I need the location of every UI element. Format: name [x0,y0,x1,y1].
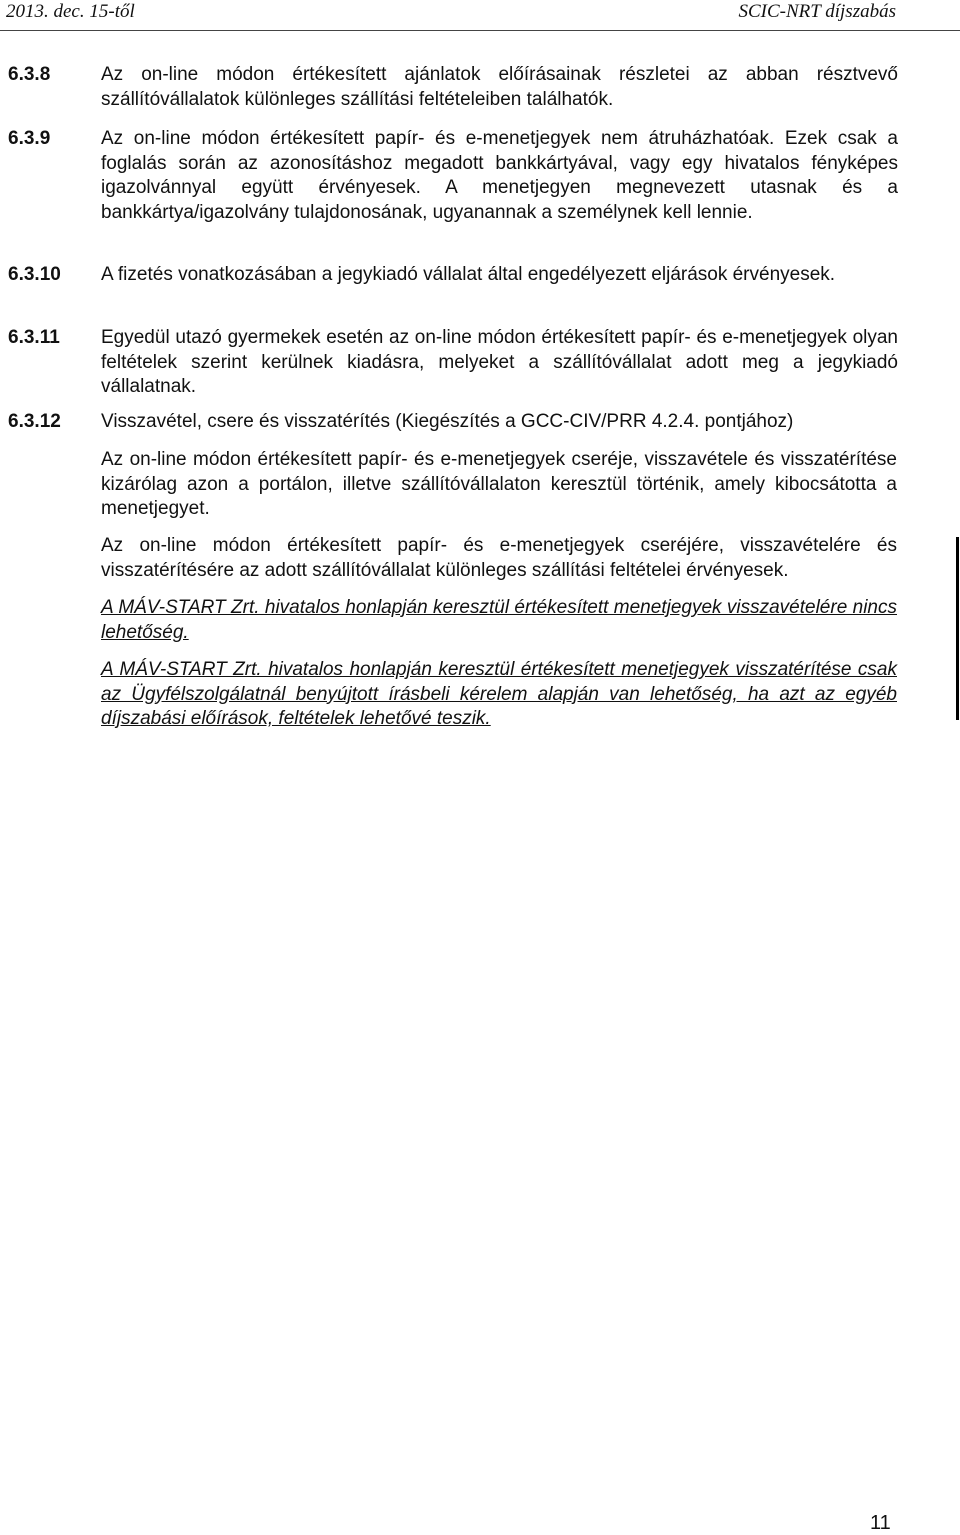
clause-text: Egyedül utazó gyermekek esetén az on-line módon értékesített papír- és e-menetjegyek olyan feltételek szerint kerülnek kiadásra, melyeket a szállítóvállalat adott meg a jegykiadó vállalatnak. [101,327,898,397]
clause-number: 6.3.10 [8,264,61,285]
clause-text: Az on-line módon értékesített papír- és e-menetjegyek nem átruházhatóak. Ezek csak a foglalás során az azonosításhoz megadott bankkártyával, vagy egy hivatalos fényképes igazolvánnyal együtt érvényesek. A menetjegyen megnevezett utasnak és a bankkártya/igazolvány tulajdonosának, ugyanannak a személynek kell lennie. [101,128,898,223]
clause-number: 6.3.12 [8,411,61,432]
clause-text: A fizetés vonatkozásában a jegykiadó vállalat által engedélyezett eljárások érvényesek. [101,264,836,285]
paragraph-mav-no-return: A MÁV-START Zrt. hivatalos honlapján keresztül értékesített menetjegyek visszavételére nincs lehetőség. [101,597,897,643]
header-document-title: SCIC-NRT díjszabás [738,1,896,22]
paragraph-mav-refund: A MÁV-START Zrt. hivatalos honlapján keresztül értékesített menetjegyek visszatérítése csak az Ügyfélszolgálatnál benyújtott írásbeli kérelem alapján van lehetőség, ha azt az egyéb díjszabási előírások, feltételek lehetővé teszik. [101,659,897,729]
running-header [0,0,960,31]
revision-change-bar [956,537,959,720]
clause-6-3-10 [8,263,898,288]
clause-6-3-12 [8,410,898,435]
paragraph-exchange-conditions: Az on-line módon értékesített papír- és e-menetjegyek cseréjére, visszavételére és visszatérítésére az adott szállítóvállalat különleges szállítási feltételei érvényesek. [101,535,897,581]
page-number: 11 [870,1512,891,1534]
paragraph-exchange-portal: Az on-line módon értékesített papír- és e-menetjegyek cseréje, visszavétele és visszatérítése kizárólag azon a portálon, illetve szállítóvállalaton keresztül történik, amely kibocsátotta a menetjegyet. [101,449,897,519]
clause-text: Az on-line módon értékesített ajánlatok előírásainak részletei az abban résztvevő szállítóvállalatok különleges szállítási feltételeiben találhatók. [101,64,898,110]
header-date: 2013. dec. 15-től [6,1,135,22]
clause-number: 6.3.11 [8,327,60,348]
clause-6-3-8 [8,63,898,112]
clause-number: 6.3.9 [8,128,51,149]
clause-6-3-11 [8,326,898,400]
clause-6-3-9 [8,127,898,225]
clause-heading: Visszavétel, csere és visszatérítés (Kiegészítés a GCC-CIV/PRR 4.2.4. pontjához) [101,411,794,432]
clause-number: 6.3.8 [8,64,51,85]
